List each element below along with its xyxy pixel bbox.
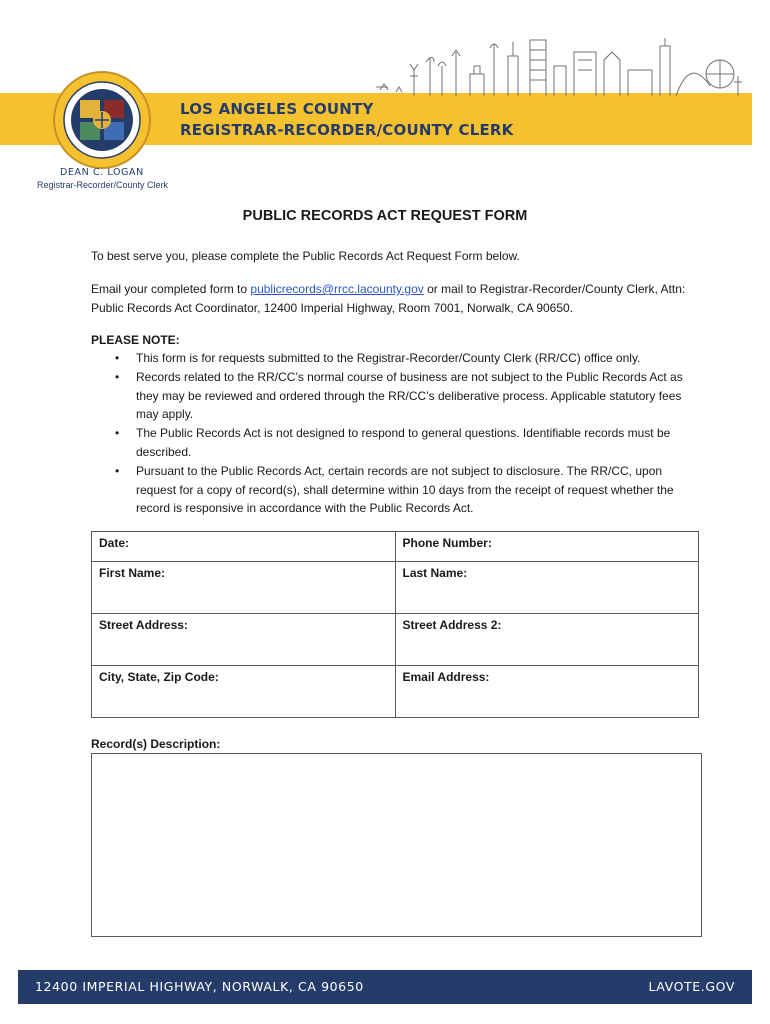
submission-instructions — [91, 280, 691, 318]
street-address-2-field[interactable]: Street Address 2: — [395, 614, 699, 666]
footer-address: 12400 IMPERIAL HIGHWAY, NORWALK, CA 90650 — [35, 979, 364, 994]
executive-name: DEAN C. LOGAN — [60, 167, 144, 178]
request-form-table — [91, 531, 699, 718]
first-name-field[interactable]: First Name: — [92, 562, 396, 614]
note-heading: PLEASE NOTE: — [91, 333, 180, 347]
org-name-line2: REGISTRAR-RECORDER/COUNTY CLERK — [180, 121, 514, 139]
org-name-line1: LOS ANGELES COUNTY — [180, 100, 374, 118]
email-prefix: Email your completed form to — [91, 282, 251, 296]
county-seal — [52, 70, 152, 170]
street-address-field[interactable]: Street Address: — [92, 614, 396, 666]
date-field[interactable]: Date: — [92, 532, 396, 562]
last-name-field[interactable]: Last Name: — [395, 562, 699, 614]
page-title: PUBLIC RECORDS ACT REQUEST FORM — [242, 208, 528, 224]
note-item: • The Public Records Act is not designed to respond to general questions. Identifiable records must be described. — [115, 424, 685, 462]
email-suffix: or mail to Registrar-Recorder/County Clerk, Attn: Public Records Act Coordinator, 12400 Imperial Highway, Room 7001, Norwalk, CA 90650. — [91, 282, 686, 315]
city-state-zip-field[interactable]: City, State, Zip Code: — [92, 666, 396, 718]
note-item: • Records related to the RR/CC’s normal course of business are not subject to the Public Records Act as they may be reviewed and ordered through the RR/CC’s deliberative process. Applicable statutory fees may apply. — [115, 368, 685, 424]
email-link[interactable]: publicrecords@rrcc.lacounty.gov — [250, 282, 424, 296]
city-skyline-illustration — [370, 30, 752, 96]
email-address-field[interactable]: Email Address: — [395, 666, 699, 718]
footer-bar — [18, 970, 752, 1004]
description-label: Record(s) Description: — [91, 737, 221, 751]
note-item: • Pursuant to the Public Records Act, certain records are not subject to disclosure. The RR/CC, upon request for a copy of record(s), shall determine within 10 days from the receipt of request whether the record is responsive in accordance with the Public Records Act. — [115, 462, 685, 518]
intro-text: To best serve you, please complete the Public Records Act Request Form below. — [91, 249, 520, 263]
description-field[interactable] — [91, 753, 702, 937]
notes-list — [115, 349, 685, 518]
executive-title: Registrar-Recorder/County Clerk — [37, 180, 169, 190]
note-item: • This form is for requests submitted to the Registrar-Recorder/County Clerk (RR/CC) office only. — [115, 349, 685, 368]
footer-website[interactable]: LAVOTE.GOV — [648, 979, 735, 994]
phone-field[interactable]: Phone Number: — [395, 532, 699, 562]
